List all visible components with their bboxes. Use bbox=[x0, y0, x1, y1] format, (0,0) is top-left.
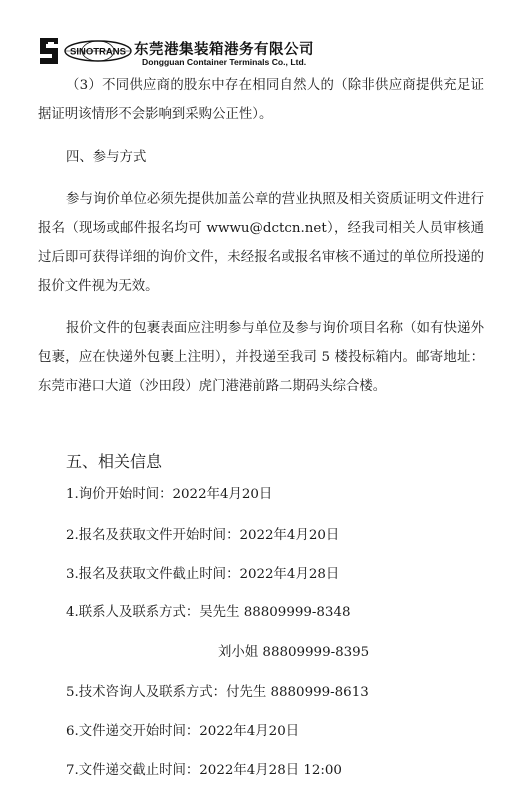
list-item: 3.报名及获取文件截止时间：2022年4月28日 bbox=[66, 567, 340, 582]
company-name-en: Dongguan Container Terminals Co., Ltd. bbox=[142, 57, 307, 67]
list-item: 1.询价开始时间：2022年4月20日 bbox=[66, 487, 273, 502]
company-name-cn: 东莞港集装箱港务有限公司 bbox=[134, 42, 314, 58]
paragraph-participation: 参与询价单位必须先提供加盖公章的营业执照及相关资质证明文件进行报名（现场或邮件报名均可 wwwu@dctcn.net），经我司相关人员审核通过后即可获得详细的询价文件，未经报名或报名审核不通过的单位所投递的报价文件视为无效。 bbox=[38, 192, 484, 294]
brand-mark-text: SINOTRANS bbox=[70, 46, 126, 58]
list-item: 4.联系人及联系方式：吴先生 88809999-8348 bbox=[66, 605, 351, 620]
paragraph-packaging: 报价文件的包裹表面应注明参与单位及参与询价项目名称（如有快递外包裹，应在快递外包裹上注明），并投递至我司 5 楼投标箱内。邮寄地址：东莞市港口大道（沙田段）虎门港港前路二期码头综合楼。 bbox=[38, 321, 484, 394]
section-5-heading: 五、相关信息 bbox=[66, 452, 163, 471]
list-item: 刘小姐 88809999-8395 bbox=[218, 645, 370, 660]
list-item: 5.技术咨询人及联系方式：付先生 8880999-8613 bbox=[66, 685, 369, 700]
list-item: 2.报名及获取文件开始时间：2022年4月20日 bbox=[66, 528, 340, 543]
list-item: 7.文件递交截止时间：2022年4月28日 12:00 bbox=[66, 763, 342, 778]
sinotrans-logo-icon bbox=[38, 36, 132, 66]
document-body bbox=[38, 72, 484, 401]
paragraph-continued: （3）不同供应商的股东中存在相同自然人的（除非供应商提供充足证据证明该情形不会影响到采购公正性）。 bbox=[38, 78, 484, 122]
section-4-heading: 四、参与方式 bbox=[66, 150, 147, 165]
company-logo bbox=[38, 36, 132, 70]
letterhead bbox=[0, 0, 517, 72]
list-item: 6.文件递交开始时间：2022年4月20日 bbox=[66, 724, 300, 739]
